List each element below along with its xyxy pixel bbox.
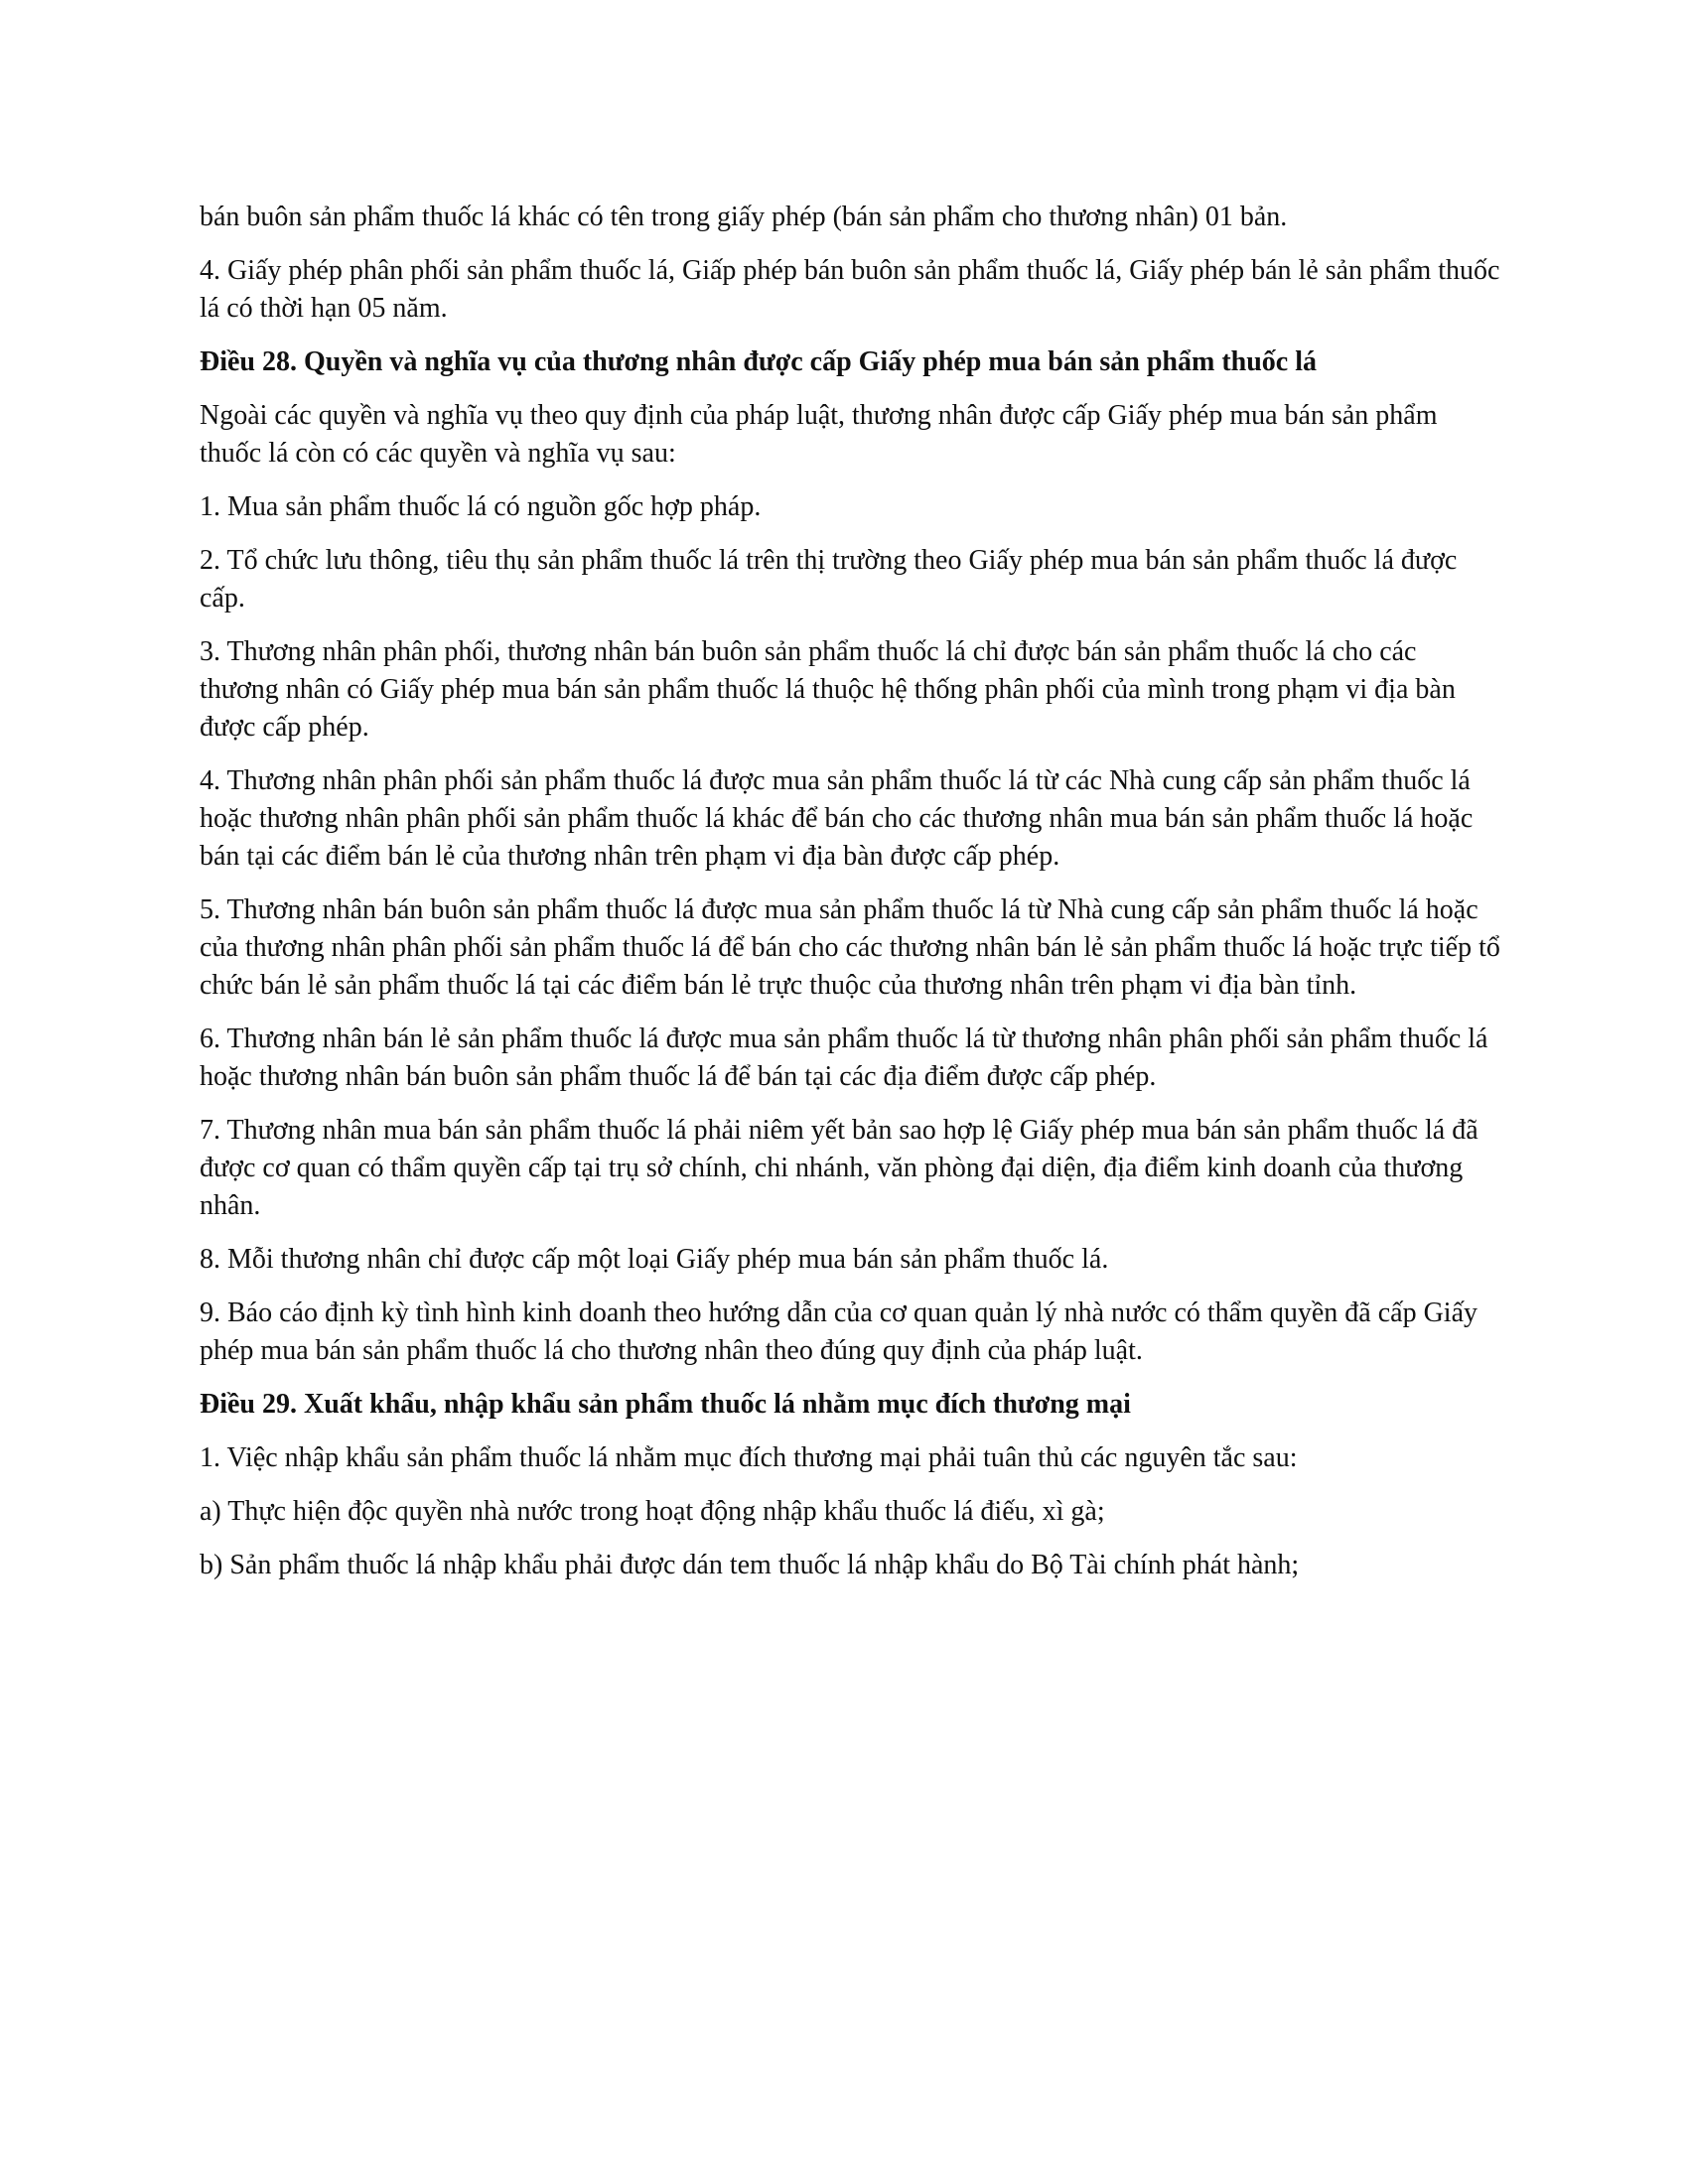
article-29-item-1: 1. Việc nhập khẩu sản phẩm thuốc lá nhằm mục đích thương mại phải tuân thủ các nguyên tắc sau:: [200, 1442, 1298, 1473]
article-28-item-5: 5. Thương nhân bán buôn sản phẩm thuốc lá được mua sản phẩm thuốc lá từ Nhà cung cấp sản phẩm thuốc lá hoặc của thương nhân phân phối sản phẩm thuốc lá để bán cho các thương nhân bán lẻ sản phẩm thuốc lá hoặc trực tiếp tổ chức bán lẻ sản phẩm thuốc lá tại các điểm bán lẻ trực thuộc của thương nhân trên phạm vi địa bàn tỉnh.: [200, 894, 1500, 1001]
article-29-item-1b: b) Sản phẩm thuốc lá nhập khẩu phải được dán tem thuốc lá nhập khẩu do Bộ Tài chính phát hành;: [200, 1550, 1300, 1580]
article-28-item-4: 4. Thương nhân phân phối sản phẩm thuốc lá được mua sản phẩm thuốc lá từ các Nhà cung cấp sản phẩm thuốc lá hoặc thương nhân phân phối sản phẩm thuốc lá khác để bán cho các thương nhân mua bán sản phẩm thuốc lá hoặc bán tại các điểm bán lẻ của thương nhân trên phạm vi địa bàn được cấp phép.: [200, 765, 1474, 872]
article-28-item-2: 2. Tổ chức lưu thông, tiêu thụ sản phẩm thuốc lá trên thị trường theo Giấy phép mua bán sản phẩm thuốc lá được cấp.: [200, 545, 1458, 614]
paragraph-item-4: 4. Giấy phép phân phối sản phẩm thuốc lá, Giấp phép bán buôn sản phẩm thuốc lá, Giấy phép bán lẻ sản phẩm thuốc lá có thời hạn 05 năm.: [200, 255, 1500, 324]
article-29-heading: Điều 29. Xuất khẩu, nhập khẩu sản phẩm thuốc lá nhằm mục đích thương mại: [200, 1389, 1131, 1420]
article-29-item-1a: a) Thực hiện độc quyền nhà nước trong hoạt động nhập khẩu thuốc lá điếu, xì gà;: [200, 1496, 1105, 1527]
article-28-item-7: 7. Thương nhân mua bán sản phẩm thuốc lá phải niêm yết bản sao hợp lệ Giấy phép mua bán sản phẩm thuốc lá đã được cơ quan có thẩm quyền cấp tại trụ sở chính, chi nhánh, văn phòng đại diện, địa điểm kinh doanh của thương nhân.: [200, 1115, 1478, 1221]
article-28-intro: Ngoài các quyền và nghĩa vụ theo quy định của pháp luật, thương nhân được cấp Giấy phép mua bán sản phẩm thuốc lá còn có các quyền và nghĩa vụ sau:: [200, 400, 1438, 469]
document-page: [200, 199, 1500, 1600]
paragraph-continuation: bán buôn sản phẩm thuốc lá khác có tên trong giấy phép (bán sản phẩm cho thương nhân) 01 bản.: [200, 202, 1288, 232]
article-28-item-9: 9. Báo cáo định kỳ tình hình kinh doanh theo hướng dẫn của cơ quan quản lý nhà nước có thẩm quyền đã cấp Giấy phép mua bán sản phẩm thuốc lá cho thương nhân theo đúng quy định của pháp luật.: [200, 1297, 1478, 1366]
article-28-item-1: 1. Mua sản phẩm thuốc lá có nguồn gốc hợp pháp.: [200, 491, 762, 522]
article-28-item-6: 6. Thương nhân bán lẻ sản phẩm thuốc lá được mua sản phẩm thuốc lá từ thương nhân phân phối sản phẩm thuốc lá hoặc thương nhân bán buôn sản phẩm thuốc lá để bán tại các địa điểm được cấp phép.: [200, 1024, 1488, 1092]
article-28-item-3: 3. Thương nhân phân phối, thương nhân bán buôn sản phẩm thuốc lá chỉ được bán sản phẩm thuốc lá cho các thương nhân có Giấy phép mua bán sản phẩm thuốc lá thuộc hệ thống phân phối của mình trong phạm vi địa bàn được cấp phép.: [200, 636, 1456, 743]
article-28-heading: Điều 28. Quyền và nghĩa vụ của thương nhân được cấp Giấy phép mua bán sản phẩm thuốc lá: [200, 346, 1318, 377]
article-28-item-8: 8. Mỗi thương nhân chỉ được cấp một loại Giấy phép mua bán sản phẩm thuốc lá.: [200, 1244, 1109, 1275]
